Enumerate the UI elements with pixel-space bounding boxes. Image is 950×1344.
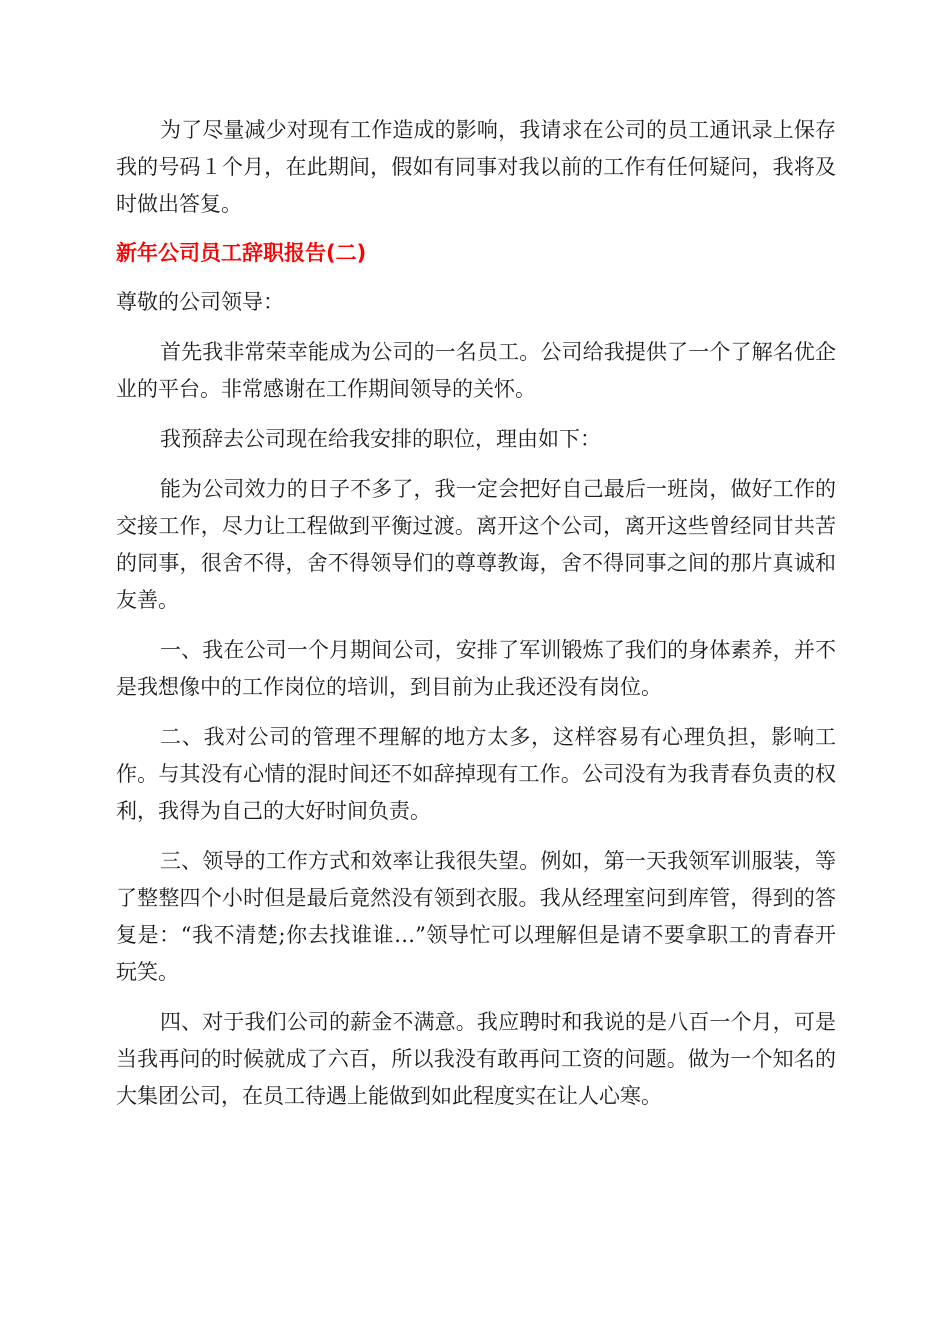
body-paragraph: 一、我在公司一个月期间公司，安排了军训锻炼了我们的身体素养，并不是我想像中的工作岗位的培训，到目前为止我还没有岗位。 (116, 638, 836, 699)
document-body (116, 112, 836, 1115)
body-paragraph: 首先我非常荣幸能成为公司的一名员工。公司给我提供了一个了解名优企业的平台。非常感谢在工作期间领导的关怀。 (116, 340, 836, 401)
body-paragraph: 二、我对公司的管理不理解的地方太多，这样容易有心理负担，影响工作。与其没有心情的混时间还不如辞掉现有工作。公司没有为我青春负责的权利，我得为自己的大好时间负责。 (116, 725, 836, 823)
salutation: 尊敬的公司领导： (116, 290, 284, 314)
section-heading: 新年公司员工辞职报告(二) (116, 241, 367, 265)
body-paragraph: 能为公司效力的日子不多了，我一定会把好自己最后一班岗，做好工作的交接工作，尽力让工程做到平衡过渡。离开这个公司，离开这些曾经同甘共苦的同事，很舍不得，舍不得领导们的尊尊教诲，舍不得同事之间的那片真诚和友善。 (116, 477, 836, 612)
body-paragraph: 我预辞去公司现在给我安排的职位，理由如下： (160, 427, 601, 451)
body-paragraph: 为了尽量减少对现有工作造成的影响，我请求在公司的员工通讯录上保存我的号码１个月，在此期间，假如有同事对我以前的工作有任何疑问，我将及时做出答复。 (116, 118, 836, 216)
body-paragraph: 三、领导的工作方式和效率让我很失望。例如，第一天我领军训服装，等了整整四个小时但是最后竟然没有领到衣服。我从经理室问到库管，得到的答复是：“我不清楚;你去找谁谁…”领导忙可以理解但是请不要拿职工的青春开玩笑。 (116, 849, 836, 984)
body-paragraph: 四、对于我们公司的薪金不满意。我应聘时和我说的是八百一个月，可是当我再问的时候就成了六百，所以我没有敢再问工资的问题。做为一个知名的大集团公司，在员工待遇上能做到如此程度实在让人心寒。 (116, 1010, 836, 1108)
